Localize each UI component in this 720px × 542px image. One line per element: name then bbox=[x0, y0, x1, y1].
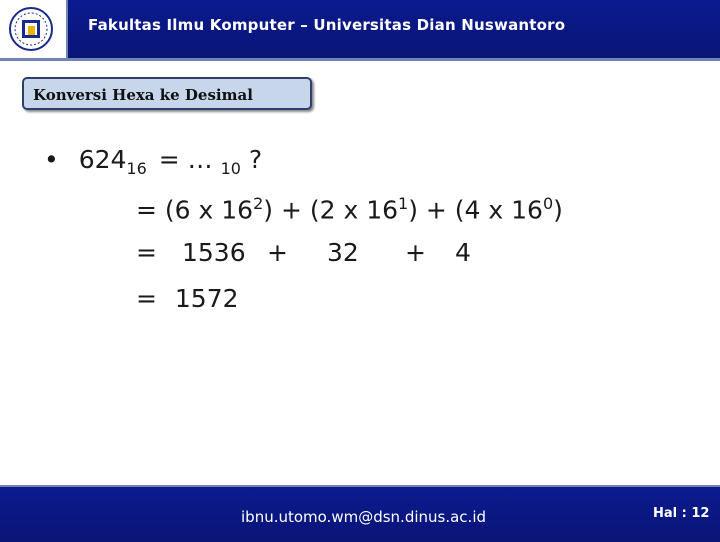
question-mark: ? bbox=[248, 145, 263, 174]
step1-mid2: ) + (4 x 16 bbox=[408, 195, 543, 225]
bullet: • bbox=[44, 145, 59, 174]
question-base: 16 bbox=[126, 159, 147, 178]
step2-plus2: + bbox=[405, 238, 426, 267]
step3-line bbox=[136, 284, 239, 313]
step1-exp2: 1 bbox=[398, 194, 409, 213]
section-label: Konversi Hexa ke Desimal bbox=[22, 77, 312, 110]
step1-prefix: = (6 x 16 bbox=[136, 195, 254, 225]
question-equals: = … bbox=[158, 145, 213, 174]
step1-suffix: ) bbox=[553, 195, 563, 225]
step2-plus1: + bbox=[267, 238, 288, 267]
footer-email: ibnu.utomo.wm@dsn.dinus.ac.id bbox=[241, 508, 487, 526]
step2-b: 32 bbox=[327, 238, 359, 267]
question-target-base: 10 bbox=[220, 159, 241, 178]
header-title: Fakultas Ilmu Komputer – Universitas Dian Nuswantoro bbox=[88, 16, 566, 34]
step1-exp1: 2 bbox=[253, 194, 264, 213]
question-line bbox=[44, 145, 262, 178]
step1-mid1: ) + (2 x 16 bbox=[263, 195, 399, 225]
step3-eq: = bbox=[136, 284, 157, 313]
step2-c: 4 bbox=[455, 238, 471, 267]
slide-footer bbox=[0, 485, 720, 542]
question-number: 624 bbox=[78, 145, 127, 174]
page-number: Hal : 12 bbox=[653, 506, 710, 521]
step3-result: 1572 bbox=[174, 284, 239, 313]
step2-a: 1536 bbox=[182, 238, 246, 267]
step1-line bbox=[136, 194, 563, 224]
step2-eq: = bbox=[136, 238, 157, 267]
step2-line bbox=[136, 238, 157, 267]
step1-exp3: 0 bbox=[542, 194, 554, 213]
